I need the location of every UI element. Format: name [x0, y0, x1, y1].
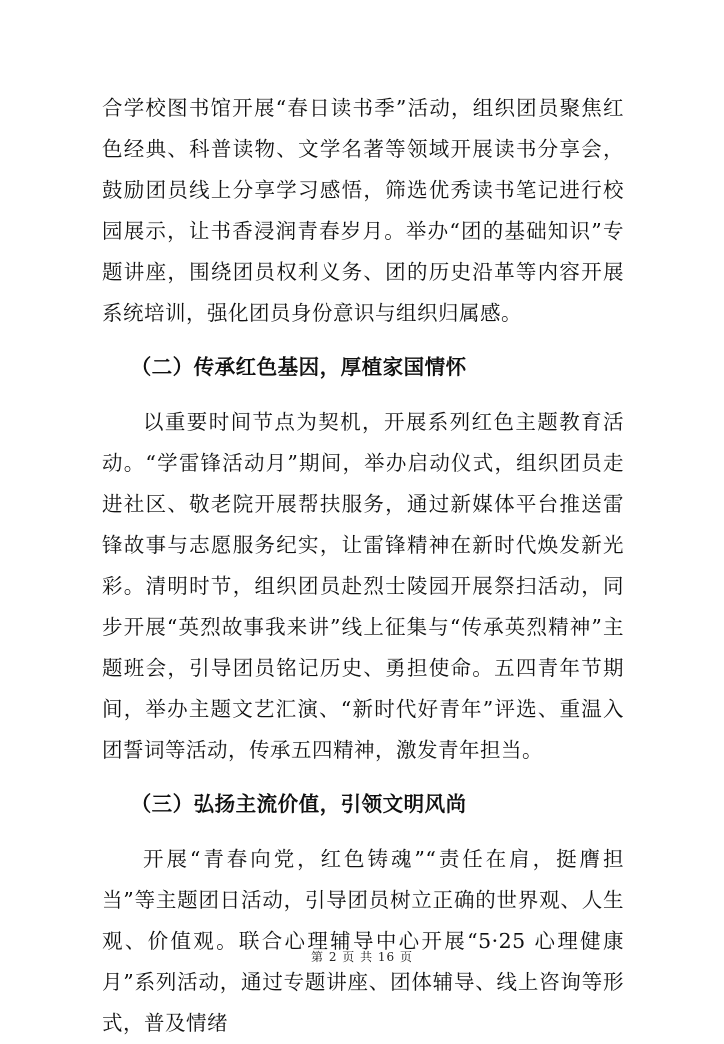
paragraph-mainstream-values: 开展“青春向党，红色铸魂”“责任在肩，挺膺担当”等主题团日活动，引导团员树立正确的世界观、人生观、价值观。联合心理辅导中心开展“5·25 心理健康月”系列活动，通过专题讲座、团体辅导、线上咨询等形式，普及情绪	[102, 847, 624, 1035]
paragraph-continued: 合学校图书馆开展“春日读书季”活动，组织团员聚焦红色经典、科普读物、文学名著等领域开展读书分享会，鼓励团员线上分享学习感悟，筛选优秀读书笔记进行校园展示，让书香浸润青春岁月。举办“团的基础知识”专题讲座，围绕团员权利义务、团的历史沿革等内容开展系统培训，强化团员身份意识与组织归属感。	[102, 96, 624, 325]
section-heading-2: （二）传承红色基因，厚植家国情怀	[130, 355, 467, 379]
page-number-footer: 第 2 页 共 16 页	[311, 950, 413, 964]
section-heading-3: （三）弘扬主流价值，引领文明风尚	[130, 792, 467, 816]
paragraph-red-education: 以重要时间节点为契机，开展系列红色主题教育活动。“学雷锋活动月”期间，举办启动仪式，组织团员走进社区、敬老院开展帮扶服务，通过新媒体平台推送雷锋故事与志愿服务纪实，让雷锋精神在新时代焕发新光彩。清明时节，组织团员赴烈士陵园开展祭扫活动，同步开展“英烈故事我来讲”线上征集与“传承英烈精神”主题班会，引导团员铭记历史、勇担使命。五四青年节期间，举办主题文艺汇演、“新时代好青年”评选、重温入团誓词等活动，传承五四精神，激发青年担当。	[102, 410, 624, 762]
